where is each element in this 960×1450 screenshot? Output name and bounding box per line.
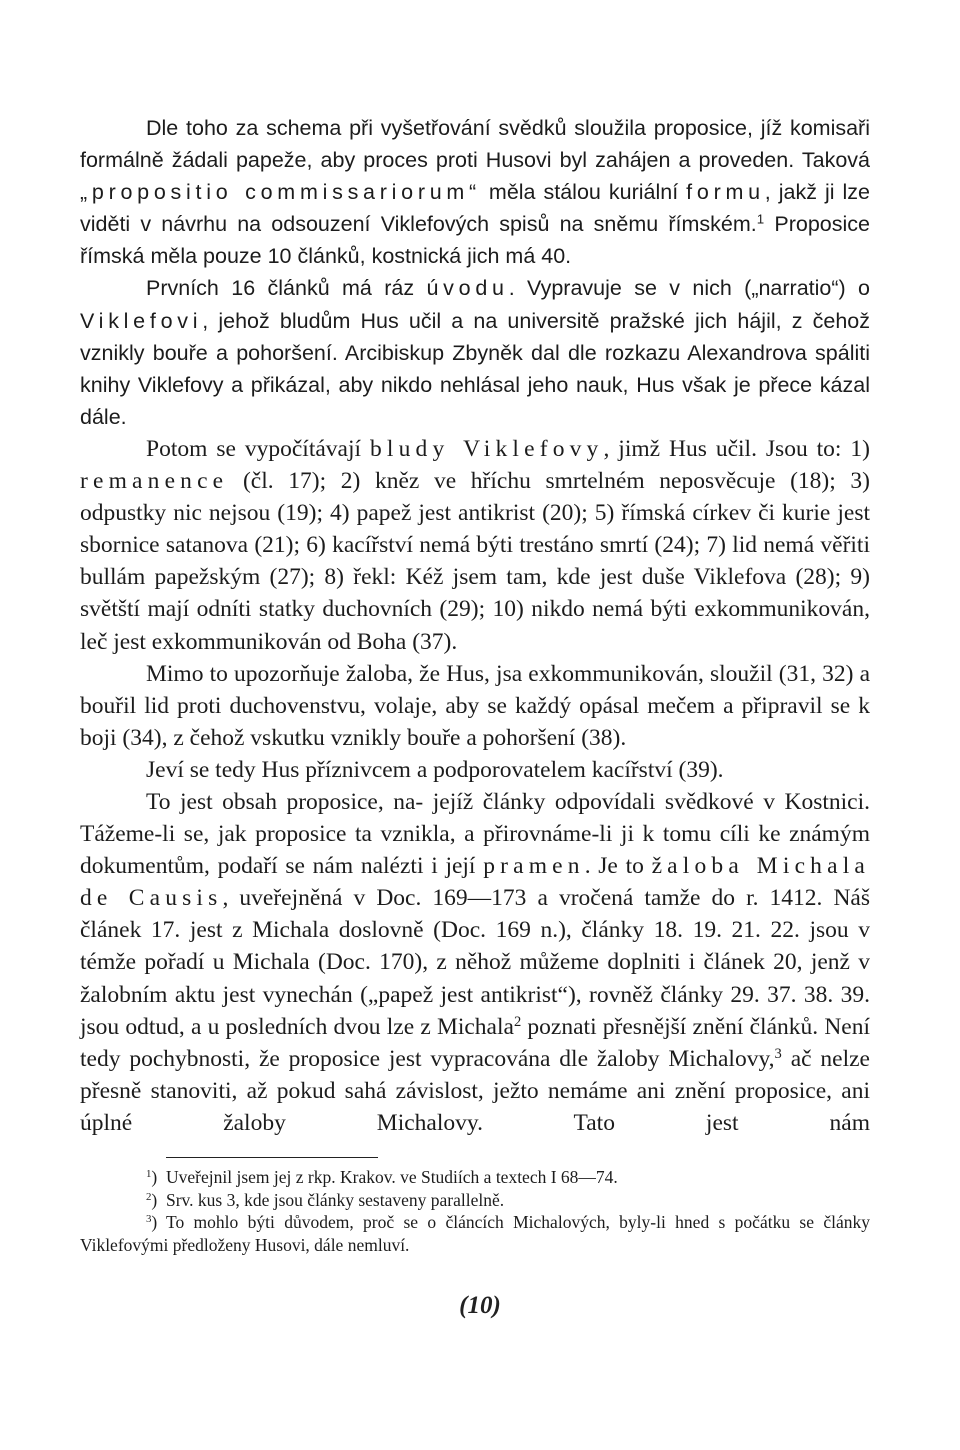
emphasized-text: žaloba Michala de Causis <box>80 853 870 912</box>
footnote-number: $^3$) <box>146 1212 158 1232</box>
emphasized-text: bludy Viklefovy <box>369 435 604 462</box>
text-run: . Vypravuje se v nich („narratio“) o <box>508 276 871 301</box>
text-run: , jimž Hus učil. Jsou to: 1) <box>603 435 870 462</box>
footnote-text: To mohlo býti důvodem, proč se o článcích Michalových, byly-li hned s počátku se články Viklefovými předloženy Husovi, dále nemluví. <box>80 1212 870 1255</box>
text-run: poznati přesnější znění článků. Není tedy pochybnosti, že proposice jest vypracována dle žaloby Michalovy, <box>80 1013 870 1072</box>
text-run: , jakž ji lze viděti v návrhu na odsouzení Viklefových spisů na sněmu římském. <box>80 180 870 237</box>
paragraph <box>80 786 870 1139</box>
paragraph <box>80 112 870 272</box>
footnote <box>80 1189 870 1212</box>
emphasized-text: Viklefovi <box>80 308 203 333</box>
footnote-separator <box>166 1157 378 1158</box>
footnote <box>80 1211 870 1256</box>
paragraph <box>80 272 870 432</box>
text-run: Potom se vypočítávají <box>146 435 370 462</box>
emphasized-text: formu <box>686 180 765 205</box>
footnote-number: $^1$) <box>146 1167 158 1187</box>
page-number: (10) <box>459 1292 501 1319</box>
text-run: ač nelze přesně stanoviti, až pokud sahá závislost, ježto nemáme ani znění proposice, ani úplné žaloby Michalovy. Tato jest nám <box>80 1045 870 1136</box>
body-text <box>80 112 870 1139</box>
text-run: , uveřejněná v Doc. 169—173 a vročená tamže do r. 1412. Náš článek 17. jest z Michala doslovně (Doc. 169 n.), články 18. 19. 21. 22. jsou v témže pořadí u Michala (Doc. 170), z něhož můžeme doplniti i článek 20, jenž v žalobním aktu jest vynechán („papež jest antikrist“), rovněž články 29. 37. 38. 39. jsou odtud, a u posledních dvou lze z Michala <box>80 885 871 1040</box>
text-run: , jehož bludům Hus učil a na universitě pražské jich hájil, z čehož vznikly bouře a pohoršení. Arcibiskup Zbyněk dal dle rozkazu Alexandrova spáliti knihy Viklefovy a přikázal, aby nikdo nehlásal jeho nauk, Hus však je přece kázal dále. <box>80 308 870 429</box>
text-run: (čl. 17); 2) kněz ve hříchu smrtelném neposvěcuje (18); 3) odpustky nic nejsou (19); 4) papež jest antikrist (20); 5) římská církev či kurie jest sbornice satanova (21); 6) kacířství nemá býti trestáno smrtí (24); 7) lid nemá věřiti bullám papežským (27); 8) řekl: Kéž jsem tam, kde jest duše Viklefova (28); 9) světští mají odníti statky duchovních (29); 10) nikdo nemá býti exkommunikován, leč jest exkommunikován od Boha (37). <box>80 468 870 655</box>
footnote-reference: 3 <box>774 1045 782 1062</box>
footnote-text: Srv. kus 3, kde jsou články sestaveny parallelně. <box>166 1189 505 1210</box>
emphasized-text: remanence <box>80 468 229 495</box>
text-run: Prvních 16 článků má ráz <box>146 276 427 301</box>
footnote-reference: 1 <box>756 211 765 227</box>
text-run: měla stálou kuriální <box>480 180 687 205</box>
text-run: To jest obsah proposice, na- jejíž články odpovídali svědkové v Kostnici. Tážeme-li se, jak proposice ta vznikla, a přirovnáme-li ji k tomu cíli ke známým dokumentům, podaří se nám nalézti i její <box>80 788 870 880</box>
emphasized-text: úvodu <box>426 276 509 301</box>
footnote-text: Uveřejnil jsem jej z rkp. Krakov. ve Studiích a textech I 68—74. <box>166 1167 618 1187</box>
text-run: Jeví se tedy Hus příznivcem a podporovatelem kacířství (39). <box>146 756 724 783</box>
text-run: Mimo to upozorňuje žaloba, že Hus, jsa exkommunikován, sloužil (31, 32) a bouřil lid proti duchovenstvu, volaje, aby se každý opásal mečem a připravil se k boji (34), z čehož vskutku vznikly bouře a pohoršení (38). <box>80 660 870 751</box>
paragraph <box>80 754 870 786</box>
paragraph <box>80 433 870 658</box>
text-run: Proposice římská měla pouze 10 článků, kostnická jich má 40. <box>80 212 870 269</box>
footnotes <box>80 1166 870 1256</box>
footnote-reference: 2 <box>513 1013 522 1030</box>
footnote <box>80 1166 870 1189</box>
emphasized-text: pramen <box>483 853 585 880</box>
text-run: Dle toho za schema při vyšetřování svědků sloužila proposice, jíž komisaři formálně žádali papeže, aby proces proti Husovi byl zahájen a proveden. Taková <box>80 116 870 173</box>
paragraph <box>80 658 870 754</box>
text-run: . Je to <box>584 853 652 880</box>
footnote-number: $^2$) <box>146 1189 158 1210</box>
emphasized-text: „propositio commissariorum“ <box>80 180 481 205</box>
